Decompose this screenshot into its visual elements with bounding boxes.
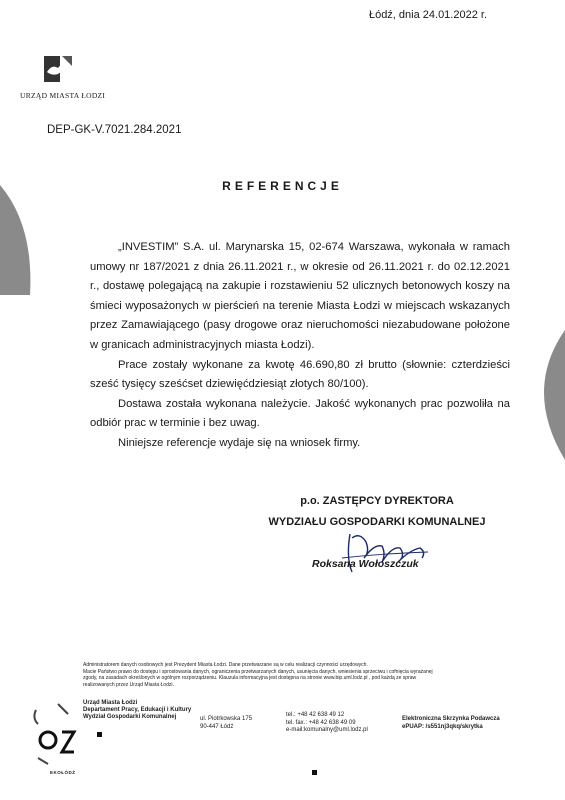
signature-block <box>252 491 502 533</box>
paragraph-contract: „INVESTIM” S.A. ul. Marynarska 15, 02-674 Warszawa, wykonała w ramach umowy nr 187/2021 z dnia 26.11.2021 r., w okresie od 26.11.2021 r. do 02.12.2021 r., dostawę polegającą na zakupie i rozstawieniu 52 ulicznych betonowych koszy na śmieci wyposażonych w pierścień na terenie Miasta Łodzi w miejscach wskazanych przez Zamawiającego (pasy drogowe oraz nieruchomości niezabudowane położone w granicach administracyjnych miasta Łodzi). <box>90 241 510 351</box>
footer-department: Urząd Miasta Łodzi Departament Pracy, Edukacji i Kultury Wydział Gospodarki Komunalnej <box>83 700 192 720</box>
paragraph-closing: Niniejsze referencje wydaje się na wniosek firmy. <box>118 436 361 449</box>
scan-dot <box>312 770 317 775</box>
paragraph-amount: Prace zostały wykonane za kwotę 46.690,80 zł brutto (słownie: czterdzieści sześć tysięcy sześćset dziewięćdziesiąt złotych 80/100). <box>90 358 510 391</box>
city-crest-icon <box>38 52 78 88</box>
document-title: REFERENCJE <box>222 179 343 193</box>
footer-epuap: Elektroniczna Skrzynka Podawcza ePUAP: /s551nj3qkq/skrytka <box>402 716 500 730</box>
right-edge-shadow <box>505 330 565 460</box>
eko-lodz-label: EKOŁÓDŹ <box>50 770 76 775</box>
document-date: Łódź, dnia 24.01.2022 r. <box>368 9 487 21</box>
reference-number: DEP-GK-V.7021.284.2021 <box>47 124 182 136</box>
handwritten-signature <box>336 528 436 580</box>
footer-address: ul. Piotrkowska 175 90-447 Łódź <box>200 716 253 730</box>
paragraph-quality: Dostawa została wykonana należycie. Jakość wykonanych prac pozwoliła na odbiór prac w terminie i bez uwag. <box>90 397 510 430</box>
footer-contact: tel.: +48 42 638 49 12 tel. fax.: +48 42 638 49 09 e-mail:komunalny@uml.lodz.pl <box>286 712 368 733</box>
left-edge-shadow <box>0 185 40 295</box>
signer-name: Roksana Wołoszczuk <box>312 558 419 570</box>
gdpr-note: Administratorem danych osobowych jest Prezydent Miasta Łodzi. Dane przetwarzane są w celu realizacji czynności urzędowych. Macie Państwo prawo do dostępu i sprostowania danych, ograniczenia przetwarzanych danych, usunięcia danych, wniesienia sprzeciwu i cofnięcia wyrażanej zgody, na zasadach określonych w ogólnym rozporządzeniu. Klauzula informacyjna jest dostępna na stronie www.bip.uml.lodz.pl , pod każdą ze spraw realizowanych przez Urząd Miasta Łodzi. <box>83 662 433 688</box>
signer-title: p.o. ZASTĘPCY DYREKTORA <box>300 495 454 507</box>
signer-department: WYDZIAŁU GOSPODARKI KOMUNALNEJ <box>268 516 486 528</box>
letter-body <box>90 238 510 454</box>
eko-lodz-logo-icon <box>28 700 78 770</box>
scan-dot <box>97 732 102 737</box>
email-link[interactable]: e-mail:komunalny@uml.lodz.pl <box>286 727 368 733</box>
organization-name: URZĄD MIASTA ŁODZI <box>20 91 106 100</box>
